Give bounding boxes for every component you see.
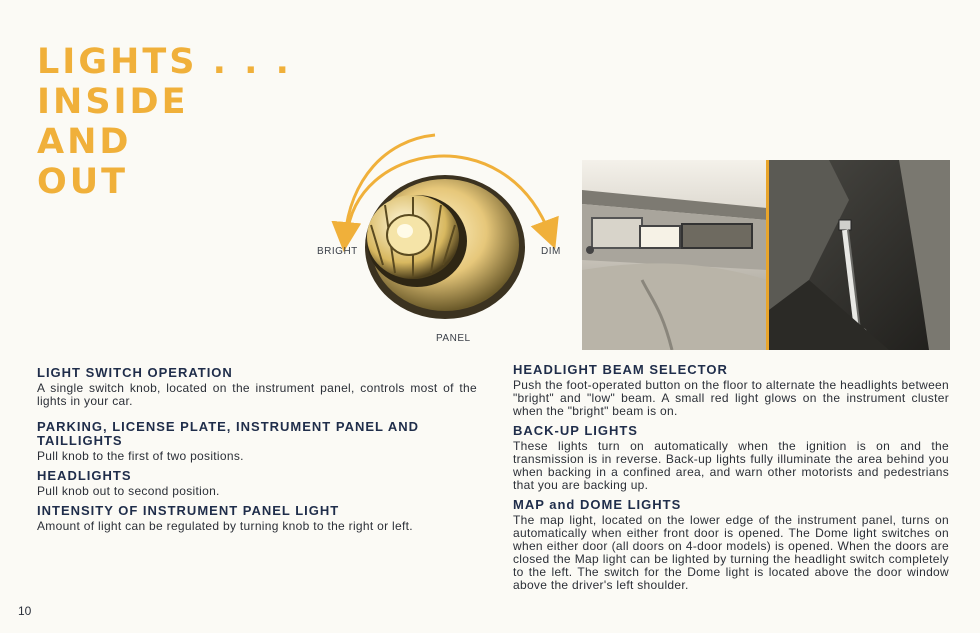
section-instrument-panel-light bbox=[37, 504, 477, 533]
section-parking-lights bbox=[37, 420, 477, 463]
headline-line-4: OUT bbox=[37, 162, 129, 202]
left-column bbox=[37, 366, 477, 538]
page-headline bbox=[37, 42, 292, 202]
right-column bbox=[513, 363, 949, 597]
section-body: A single switch knob, located on the instrument panel, controls most of the lights in your car. bbox=[37, 381, 477, 408]
map-light-photo bbox=[582, 160, 767, 350]
section-title: HEADLIGHT BEAM SELECTOR bbox=[513, 362, 728, 377]
section-title: MAP and DOME LIGHTS bbox=[513, 497, 682, 512]
section-light-switch-operation bbox=[37, 366, 477, 408]
section-title: INTENSITY OF INSTRUMENT PANEL LIGHT bbox=[37, 503, 340, 518]
knob-highlight bbox=[397, 224, 413, 238]
section-back-up-lights bbox=[513, 424, 949, 492]
section-body: Pull knob out to second position. bbox=[37, 484, 220, 498]
section-body: Pull knob to the first of two positions. bbox=[37, 449, 244, 463]
map-light-photo-drawing bbox=[582, 160, 767, 350]
section-headlights bbox=[37, 469, 477, 498]
section-map-dome-lights bbox=[513, 498, 949, 592]
headline-line-2: INSIDE bbox=[37, 82, 189, 122]
beam-selector-photo-drawing bbox=[769, 160, 950, 350]
page-number: 10 bbox=[18, 604, 32, 618]
beam-selector-photo bbox=[769, 160, 950, 350]
section-title: HEADLIGHTS bbox=[37, 468, 132, 483]
knob-drawing bbox=[305, 125, 575, 350]
headline-line-1: LIGHTS . . . bbox=[37, 42, 292, 82]
section-body: Push the foot-operated button on the floor to alternate the headlights between "bright" and "low" beam. A small red light glows on the instrument cluster when the "bright" beam is on. bbox=[513, 378, 949, 418]
section-body: The map light, located on the lower edge of the instrument panel, turns on automatically when either front door is opened. The Dome light switches on when either door (all doors on 4-door models) is opened. When the doors are closed the Map light can be lighted by turning the headlight switch completely to the left. The switch for the Dome light is located above the door window above the driver's left shoulder. bbox=[513, 513, 949, 592]
bright-label: BRIGHT bbox=[317, 246, 358, 257]
section-title: BACK-UP LIGHTS bbox=[513, 423, 638, 438]
light-switch-knob-illustration bbox=[305, 125, 575, 350]
panel-label: PANEL bbox=[436, 333, 471, 344]
section-title: LIGHT SWITCH OPERATION bbox=[37, 365, 233, 380]
section-body: Amount of light can be regulated by turning knob to the right or left. bbox=[37, 519, 413, 533]
headline-line-3: AND bbox=[37, 122, 132, 162]
section-title: PARKING, LICENSE PLATE, INSTRUMENT PANEL AND TAILLIGHTS bbox=[37, 419, 420, 448]
section-body: These lights turn on automatically when the ignition is on and the transmission is in reverse. Back-up lights fully illuminate the area behind you when backing in a confined area, and warn other motorists and pedestrians that you are backing up. bbox=[513, 439, 949, 492]
dim-label: DIM bbox=[541, 246, 561, 257]
section-headlight-beam-selector bbox=[513, 363, 949, 418]
